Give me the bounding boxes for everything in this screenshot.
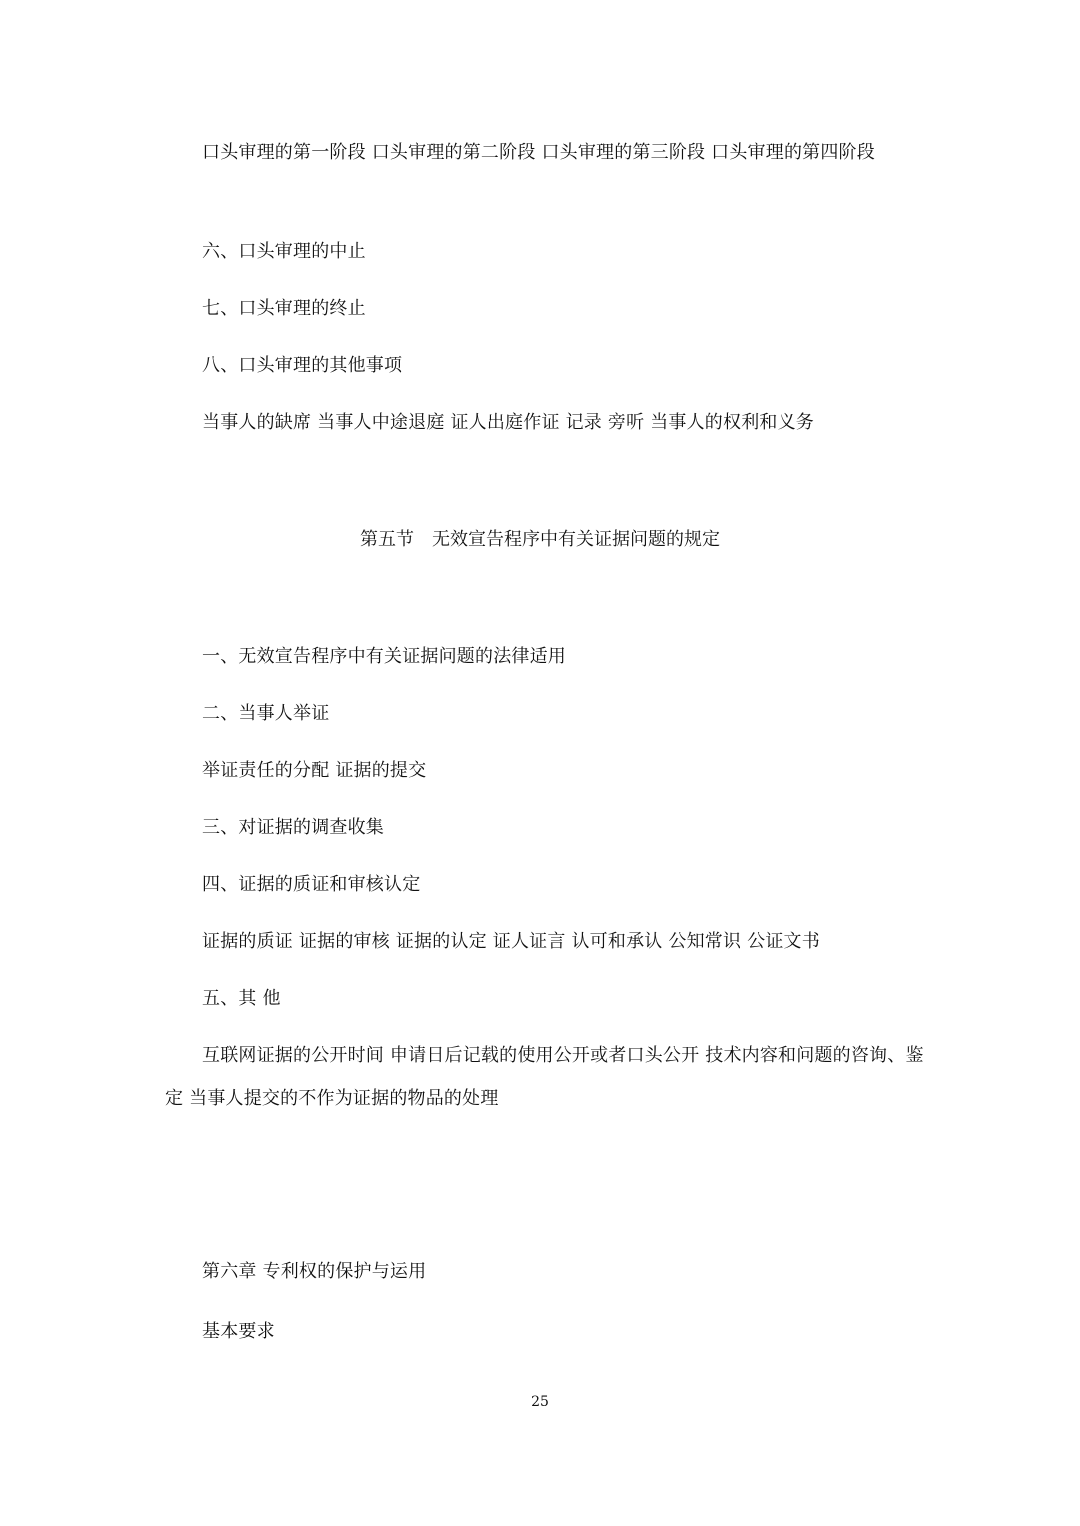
chapter-six-title: 第六章 专利权的保护与运用 [202,1261,427,1282]
item-seven: 七、口头审理的终止 [202,298,366,319]
page-number: 25 [531,1394,549,1410]
section-five-title: 第五节 无效宣告程序中有关证据问题的规定 [360,529,720,550]
evidence-item-four: 四、证据的质证和审核认定 [202,874,421,895]
evidence-item-three: 三、对证据的调查收集 [202,817,384,838]
other-matters-paragraph: 当事人的缺席 当事人中途退庭 证人出庭作证 记录 旁听 当事人的权利和义务 [202,412,815,433]
evidence-item-two: 二、当事人举证 [202,703,330,724]
item-eight: 八、口头审理的其他事项 [202,355,403,376]
evidence-item-five: 五、其 他 [202,988,281,1009]
evidence-item-four-sub: 证据的质证 证据的审核 证据的认定 证人证言 认可和承认 公知常识 公证文书 [202,931,820,952]
basic-requirements-heading: 基本要求 [202,1321,275,1342]
item-six: 六、口头审理的中止 [202,241,366,262]
evidence-item-two-sub: 举证责任的分配 证据的提交 [202,760,427,781]
evidence-other-paragraph: 互联网证据的公开时间 申请日后记载的使用公开或者口头公开 技术内容和问题的咨询、鉴定 当事人提交的不作为证据的物品的处理 [165,1045,924,1109]
oral-hearing-stages-paragraph: 口头审理的第一阶段 口头审理的第二阶段 口头审理的第三阶段 口头审理的第四阶段 [202,142,875,163]
evidence-item-one: 一、无效宣告程序中有关证据问题的法律适用 [202,646,566,667]
